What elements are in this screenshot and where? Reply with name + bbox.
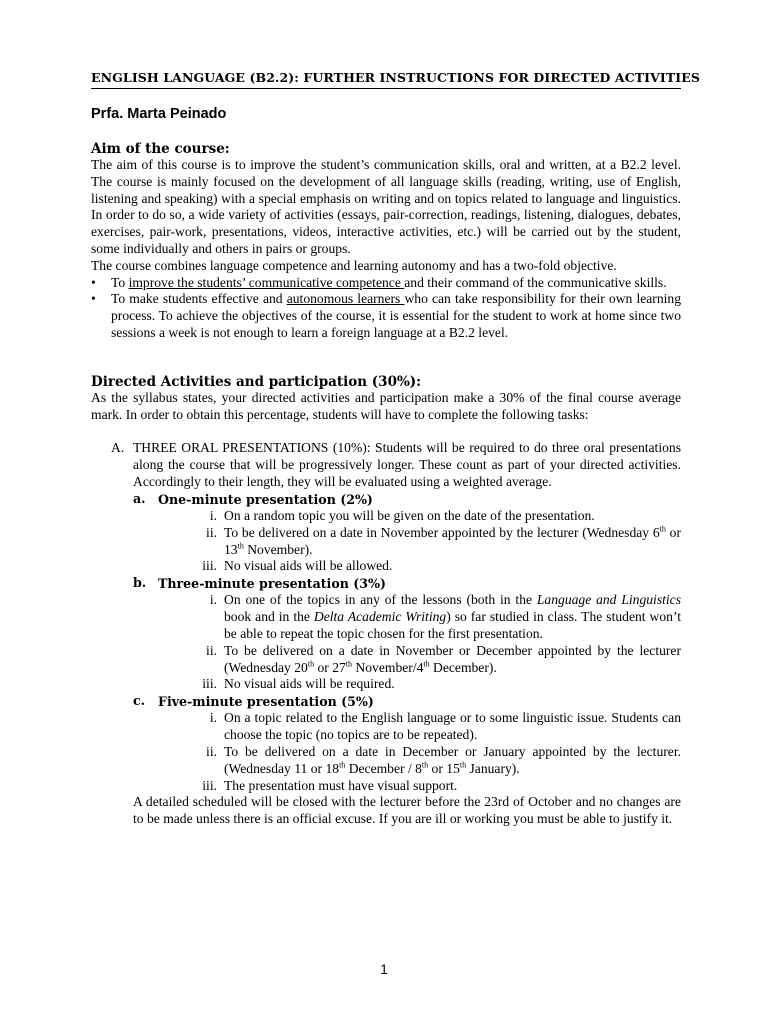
roman-marker: ii. bbox=[206, 642, 217, 658]
aim-paragraph-1: The aim of this course is to improve the student’s communication skills, oral and written, at a B2.2 level. The course is mainly focused on the development of all language skills (reading, writing, use of English, listening and speaking) with a special emphasis on writing and on topics related to language and linguistics. In order to do so, a wide variety of activities (essays, pair-correction, readings, listening, dialogues, debates, exercises, pair-work, presentations, videos, interactive activities, etc.) will be carried out by the student, some individually and others in pairs or groups. bbox=[91, 157, 681, 256]
page-number: 1 bbox=[380, 962, 388, 977]
bullet-icon: • bbox=[91, 291, 96, 307]
aim-paragraph-2: The course combines language competence and learning autonomy and has a two-fold objective. bbox=[91, 257, 617, 273]
roman-marker: iii. bbox=[202, 558, 217, 574]
roman-marker: iii. bbox=[202, 676, 217, 692]
roman-text: or 13 bbox=[224, 524, 681, 557]
roman-text: or 15 bbox=[428, 760, 460, 776]
ordinal-suffix: th bbox=[659, 524, 666, 534]
roman-item bbox=[206, 524, 681, 559]
roman-item bbox=[209, 592, 681, 642]
roman-text: November). bbox=[243, 541, 313, 557]
roman-item bbox=[202, 558, 681, 575]
ordinal-suffix: th bbox=[421, 760, 429, 770]
objective-text: and their command of the communicative skills. bbox=[404, 274, 667, 290]
objective-text: To bbox=[111, 274, 129, 290]
roman-item bbox=[202, 676, 681, 693]
document-page bbox=[91, 70, 700, 828]
roman-text: To be delivered on a date in December or January appointed by the lecturer. (Wednesday 11 or 18 bbox=[224, 743, 681, 776]
item-marker: A. bbox=[111, 440, 125, 456]
sub-marker: c. bbox=[133, 693, 146, 709]
objective-text: who can take responsibility for their own learning process. To achieve the objectives of the course, it is essential for the student to work at home since two sessions a week is not enough to learn a foreign language at a B2.2 level. bbox=[111, 291, 681, 340]
roman-list bbox=[158, 592, 681, 693]
roman-text: or 27 bbox=[314, 659, 346, 675]
directed-activities-heading: Directed Activities and participation (30%): bbox=[91, 373, 422, 390]
schedule-note: A detailed scheduled will be closed with the lecturer before the 23rd of October and no changes are to be made unless there is an official excuse. If you are ill or working you must be able to justify it. bbox=[133, 794, 681, 827]
roman-item bbox=[202, 777, 681, 795]
objective-item bbox=[91, 291, 681, 341]
book-title: Language and Linguistics bbox=[536, 592, 681, 608]
roman-text: November/4 bbox=[352, 659, 424, 675]
ordinal-suffix: th bbox=[423, 659, 430, 668]
directed-activities-intro: As the syllabus states, your directed activities and participation make a 30% of the final course average mark. In order to obtain this percentage, students will have to complete the following tasks: bbox=[91, 389, 681, 422]
roman-text: On a topic related to the English language or to some linguistic issue. Students can choose the topic (no topics are to be repeated). bbox=[224, 710, 681, 743]
sub-heading-text: Three-minute presentation (3%) bbox=[158, 576, 386, 592]
aim-heading: Aim of the course: bbox=[91, 141, 230, 157]
roman-text: January). bbox=[466, 760, 520, 776]
document-title: ENGLISH LANGUAGE (B2.2): FURTHER INSTRUCTIONS FOR DIRECTED ACTIVITIES bbox=[91, 70, 681, 89]
objective-underlined: improve the students’ communicative competence bbox=[128, 274, 405, 290]
roman-item bbox=[209, 710, 681, 744]
ordinal-suffix: th bbox=[307, 659, 315, 668]
oral-presentations-item bbox=[91, 440, 681, 828]
roman-text: December). bbox=[429, 659, 497, 675]
roman-text: book and in the bbox=[224, 609, 314, 625]
sub-heading bbox=[133, 490, 681, 508]
bullet-icon: • bbox=[91, 274, 96, 290]
roman-text: ) so far studied in class. The student won’t be able to repeat the topic chosen for the first presentation. bbox=[224, 609, 681, 641]
five-minute-presentation bbox=[91, 693, 681, 794]
objectives-list bbox=[91, 275, 681, 342]
three-minute-presentation bbox=[91, 575, 681, 693]
roman-item bbox=[206, 642, 681, 677]
oral-presentations-text: THREE ORAL PRESENTATIONS (10%): Students will be required to do three oral presentations along the course that will be progressively longer. These count as part of your directed activities. Accordingly to their length, they will be evaluated using a weighted average. bbox=[133, 440, 681, 489]
sub-heading bbox=[133, 575, 681, 592]
objective-text: To make students effective and bbox=[111, 291, 287, 307]
ordinal-suffix: th bbox=[459, 760, 467, 770]
roman-marker: i. bbox=[209, 710, 217, 726]
one-minute-presentation bbox=[91, 491, 681, 575]
objective-underlined: autonomous learners bbox=[286, 291, 405, 307]
roman-marker: i. bbox=[209, 507, 217, 523]
author-name: Prfa. Marta Peinado bbox=[91, 106, 227, 122]
roman-list bbox=[158, 710, 681, 794]
sub-heading-text: One-minute presentation (2%) bbox=[158, 491, 373, 507]
roman-marker: ii. bbox=[206, 743, 217, 759]
sub-heading bbox=[133, 693, 681, 710]
book-title: Delta Academic Writing bbox=[313, 609, 447, 625]
roman-item bbox=[206, 743, 681, 778]
roman-marker: ii. bbox=[206, 524, 217, 540]
ordinal-suffix: th bbox=[345, 659, 353, 668]
sub-marker: b. bbox=[133, 575, 147, 591]
roman-marker: i. bbox=[209, 592, 217, 608]
roman-marker: iii. bbox=[202, 777, 217, 793]
roman-list bbox=[158, 508, 681, 575]
objective-item bbox=[91, 275, 681, 292]
roman-text: No visual aids will be required. bbox=[224, 676, 395, 692]
roman-text: To be delivered on a date in November or December appointed by the lecturer (Wednesday 20 bbox=[224, 642, 681, 675]
roman-text: On one of the topics in any of the lessons (both in the bbox=[224, 592, 537, 608]
roman-text: On a random topic you will be given on the date of the presentation. bbox=[224, 507, 595, 523]
ordinal-suffix: th bbox=[237, 541, 244, 551]
sub-marker: a. bbox=[133, 490, 146, 506]
roman-text: December / 8 bbox=[345, 760, 422, 776]
roman-text: The presentation must have visual support. bbox=[224, 777, 458, 793]
roman-text: To be delivered on a date in November appointed by the lecturer (Wednesday 6 bbox=[224, 524, 660, 540]
roman-item bbox=[209, 507, 681, 525]
sub-heading-text: Five-minute presentation (5%) bbox=[158, 694, 374, 710]
roman-text: No visual aids will be allowed. bbox=[224, 558, 393, 574]
ordinal-suffix: th bbox=[339, 760, 346, 770]
